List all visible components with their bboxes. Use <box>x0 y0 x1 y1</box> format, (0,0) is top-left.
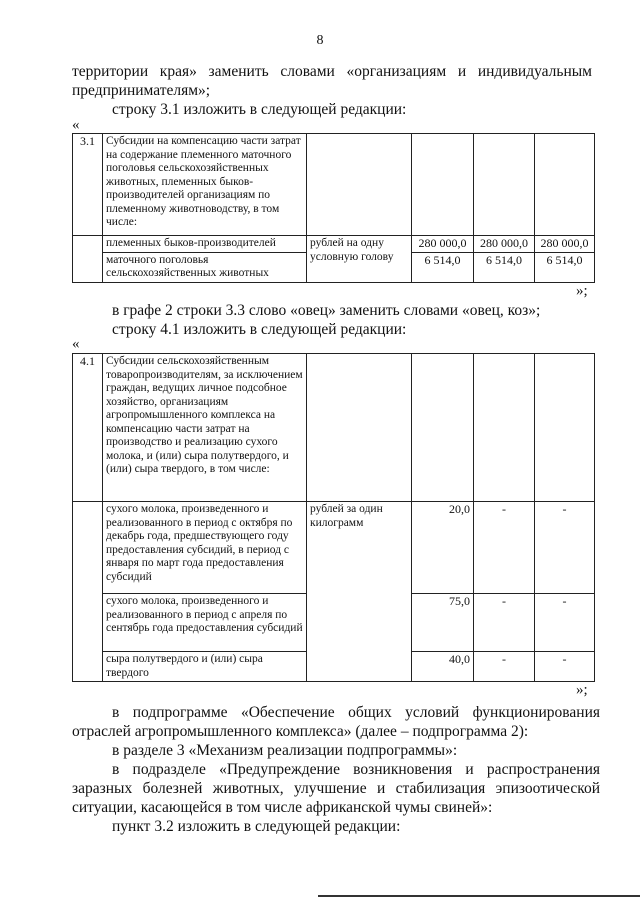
table1-row-name: Субсидии на компенсацию части затрат на содержание племенного маточного поголовья сельскохозяйственных животных, племенных быков-производителей организациям по племенному животноводству, в том числе: <box>103 134 307 236</box>
table2-sub-row-dash: - <box>535 652 595 682</box>
table2-empty-val3 <box>535 354 595 502</box>
para-subsection-line-2: заразных болезней животных, улучшение и стабилизация эпизоотической <box>72 780 600 797</box>
table2-sub-row-dash: - <box>535 594 595 652</box>
table1-sub-row-value: 280 000,0 <box>474 236 535 253</box>
instruction-row-3-3: в графе 2 строки 3.3 слово «овец» заменить словами «овец, коз»; <box>112 302 541 319</box>
table2-empty-unit <box>307 354 412 502</box>
table2-sub-row-dash: - <box>474 594 535 652</box>
table1-sub-row-value: 280 000,0 <box>535 236 595 253</box>
table1-empty-val1 <box>412 134 474 236</box>
table1-sub-row-name: маточного поголовья сельскохозяйственных животных <box>103 252 307 282</box>
table1-row-number: 3.1 <box>73 134 103 236</box>
table1-empty-val3 <box>535 134 595 236</box>
table-row-4-1 <box>72 353 595 682</box>
intro-line-1: территории края» заменить словами «организациям и индивидуальным <box>72 63 592 80</box>
para-subprogram-line-1: в подпрограмме «Обеспечение общих условий функционирования <box>112 704 600 721</box>
table1-main-row <box>73 134 595 236</box>
table2-sub-row-name: сухого молока, произведенного и реализованного в период с апреля по сентябрь года предоставления субсидий <box>103 594 307 652</box>
para-section-3: в разделе 3 «Механизм реализации подпрограммы»: <box>112 742 458 759</box>
close-quote-1: »; <box>576 283 588 299</box>
open-quote-1: « <box>72 117 80 133</box>
para-subsection-line-1: в подразделе «Предупреждение возникновения и распространения <box>112 761 600 778</box>
table2-main-row <box>73 354 595 502</box>
table2-row-number: 4.1 <box>73 354 103 502</box>
table2-sub-row-dash: - <box>474 652 535 682</box>
open-quote-2: « <box>72 336 80 352</box>
table1-empty-unit <box>307 134 412 236</box>
table1-empty-val2 <box>474 134 535 236</box>
intro-line-2: предпринимателям»; <box>72 82 211 99</box>
table1-sub-row <box>73 236 595 253</box>
table1-sub-row-value: 6 514,0 <box>474 252 535 282</box>
table2-empty-val1 <box>412 354 474 502</box>
table2-row-name: Субсидии сельскохозяйственным товаропроизводителям, за исключением граждан, ведущих личное подсобное хозяйство, организациям агропромышленного комплекса на компенсацию части затрат на производство и реализацию сухого молока, и (или) сыра полутвердого, и (или) сыра твердого, в том числе: <box>103 354 307 502</box>
table2-sub-row-value: 40,0 <box>412 652 474 682</box>
table-row-3-1 <box>72 133 595 283</box>
table2-sub-row <box>73 502 595 594</box>
para-subprogram-line-2: отраслей агропромышленного комплекса» (далее – подпрограмма 2): <box>72 723 529 740</box>
table1-sub-row-value: 6 514,0 <box>412 252 474 282</box>
table1-sub-row-value: 6 514,0 <box>535 252 595 282</box>
footer-rule <box>318 895 640 897</box>
table2-unit: рублей за один килограмм <box>307 502 412 682</box>
table2-sub-row-name: сыра полутвердого и (или) сыра твердого <box>103 652 307 682</box>
instruction-row-4-1: строку 4.1 изложить в следующей редакции: <box>112 321 407 338</box>
table1-sub-row-value: 280 000,0 <box>412 236 474 253</box>
table1-sub-row-name: племенных быков-производителей <box>103 236 307 253</box>
table2-empty-num <box>73 502 103 682</box>
para-subsection-line-3: ситуации, касающейся в том числе африканской чумы свиней»: <box>72 799 493 816</box>
table2-sub-row-value: 75,0 <box>412 594 474 652</box>
table2-sub-row-value: 20,0 <box>412 502 474 594</box>
page-number: 8 <box>316 33 324 48</box>
table2-empty-val2 <box>474 354 535 502</box>
table1-empty-num <box>73 236 103 283</box>
instruction-row-3-1: строку 3.1 изложить в следующей редакции: <box>112 101 407 118</box>
table2-sub-row-dash: - <box>474 502 535 594</box>
table2-sub-row-name: сухого молока, произведенного и реализованного в период с октября по декабрь года, предшествующего году предоставления субсидий, в период с января по март года предоставления субсидий <box>103 502 307 594</box>
table2-sub-row-dash: - <box>535 502 595 594</box>
close-quote-2: »; <box>576 682 588 698</box>
para-point-3-2: пункт 3.2 изложить в следующей редакции: <box>112 818 401 835</box>
table1-unit: рублей на одну условную голову <box>307 236 412 283</box>
